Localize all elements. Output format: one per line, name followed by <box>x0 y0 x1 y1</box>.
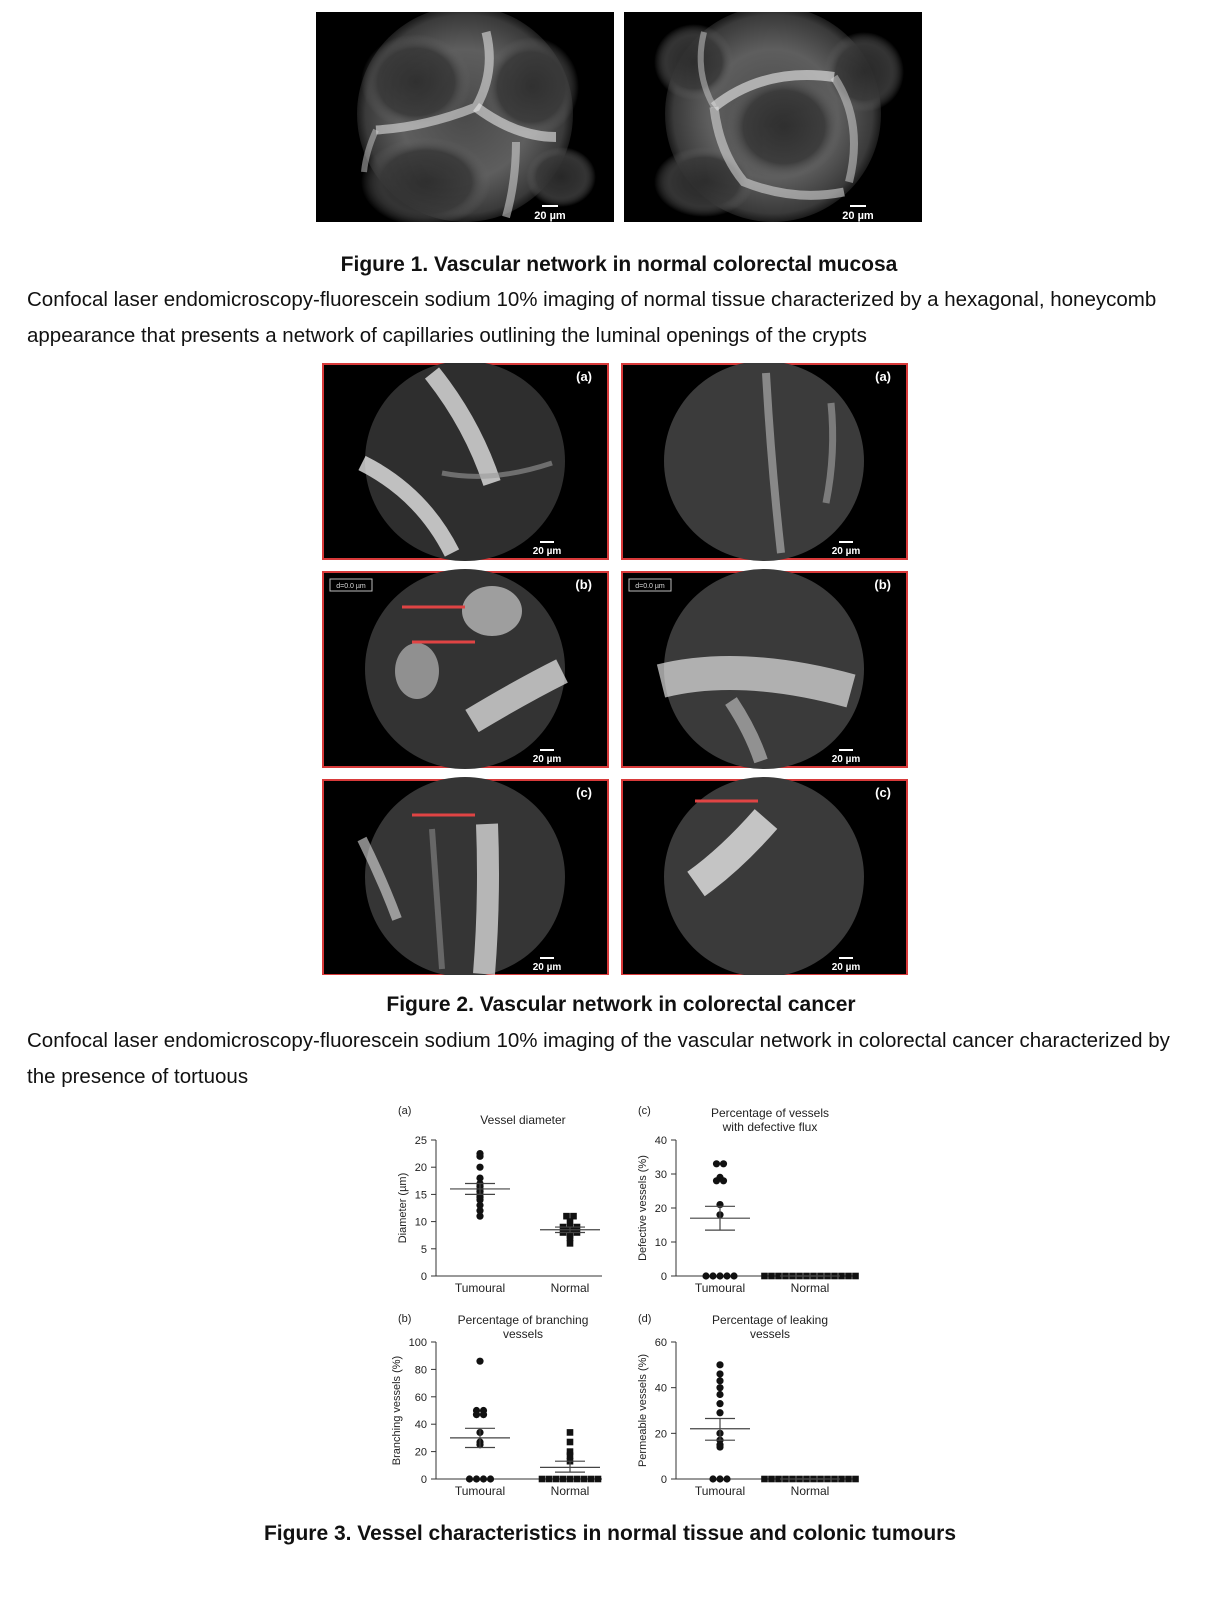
data-point <box>761 1273 768 1280</box>
chart-panel-label: (c) <box>638 1105 651 1117</box>
y-tick-label: 25 <box>414 1135 427 1147</box>
y-axis-label: Permeable vessels (%) <box>637 1353 649 1468</box>
panel-label: (c) <box>875 785 891 800</box>
data-point <box>702 1272 709 1279</box>
figure1-image-left <box>316 12 614 222</box>
depth-tag: d=0.0 µm <box>635 583 665 590</box>
data-point <box>546 1476 553 1483</box>
data-point <box>713 1177 720 1184</box>
data-point <box>768 1476 775 1483</box>
data-point <box>716 1443 723 1450</box>
data-point <box>761 1476 768 1483</box>
chart-title: Percentage of leaking <box>711 1313 829 1327</box>
data-point <box>709 1475 716 1482</box>
y-tick-label: 5 <box>420 1243 427 1256</box>
y-tick-label: 60 <box>654 1337 667 1349</box>
data-point <box>768 1273 775 1280</box>
data-point <box>723 1475 730 1482</box>
data-point <box>567 1240 574 1247</box>
data-point <box>588 1476 595 1483</box>
y-tick-label: 20 <box>654 1428 667 1441</box>
chart-title: vessels <box>749 1327 791 1341</box>
panel-label: (b) <box>575 577 592 592</box>
y-tick-label: 30 <box>654 1169 667 1181</box>
y-tick-label: 40 <box>654 1382 667 1395</box>
data-point <box>716 1400 723 1407</box>
y-axis-label: Diameter (µm) <box>397 1172 409 1244</box>
y-tick-label: 0 <box>420 1474 427 1486</box>
data-point <box>720 1177 727 1184</box>
data-point <box>480 1411 487 1418</box>
data-point <box>845 1476 852 1483</box>
data-point <box>581 1476 588 1483</box>
data-point <box>852 1476 859 1483</box>
figure1-image-right <box>624 12 922 222</box>
chart-panel-label: (b) <box>398 1313 412 1325</box>
data-point <box>713 1160 720 1167</box>
data-point <box>716 1377 723 1384</box>
data-point <box>716 1272 723 1279</box>
figure1-caption: Figure 1. Vascular network in normal colorectal mucosa <box>340 253 898 276</box>
scale-bar-label: 20 µm <box>532 546 562 557</box>
panel-label: (b) <box>874 577 891 592</box>
panel-label: (a) <box>576 369 592 384</box>
data-point <box>595 1476 602 1483</box>
chart-panel-label: (d) <box>638 1313 652 1325</box>
x-tick-label: Tumoural <box>694 1281 746 1295</box>
y-tick-label: 10 <box>654 1237 667 1249</box>
figure2-caption: Figure 2. Vascular network in colorectal cancer <box>386 993 856 1016</box>
scale-bar-label: 20 µm <box>532 962 562 973</box>
x-tick-label: Normal <box>790 1281 830 1295</box>
chart-panel-label: (a) <box>398 1105 412 1117</box>
y-tick-label: 10 <box>414 1216 427 1229</box>
data-point <box>723 1272 730 1279</box>
figure1-description: Confocal laser endomicroscopy-fluorescein sodium 10% imaging of normal tissue characterized by a hexagonal, honeycomb appearance that presents a network of capillaries outlining the luminal openings of the crypts <box>27 288 1157 347</box>
data-point <box>567 1439 574 1446</box>
x-tick-label: Tumoural <box>694 1484 746 1498</box>
x-tick-label: Tumoural <box>454 1484 506 1498</box>
figure2-grid <box>322 363 910 975</box>
data-point <box>473 1475 480 1482</box>
data-point <box>845 1273 852 1280</box>
figure3-chart-svg <box>370 1100 870 1505</box>
chart-title: vessels <box>502 1327 544 1341</box>
data-point <box>716 1384 723 1391</box>
data-point <box>539 1476 546 1483</box>
data-point <box>852 1273 859 1280</box>
data-point <box>487 1475 494 1482</box>
scale-bar-label: 20 µm <box>831 754 861 765</box>
data-point <box>730 1272 737 1279</box>
scale-bar-label: 20 µm <box>532 754 562 765</box>
figure3-caption: Figure 3. Vessel characteristics in normal tissue and colonic tumours <box>263 1522 957 1545</box>
y-tick-label: 0 <box>420 1271 427 1283</box>
scale-bar-label: 20 µm <box>534 210 566 222</box>
x-tick-label: Normal <box>790 1484 830 1498</box>
chart-title: Vessel diameter <box>480 1113 566 1127</box>
scale-bar-label: 20 µm <box>831 962 861 973</box>
data-point <box>716 1409 723 1416</box>
data-point <box>716 1370 723 1377</box>
data-point <box>709 1272 716 1279</box>
data-point <box>466 1475 473 1482</box>
data-point <box>476 1213 483 1220</box>
data-point <box>476 1153 483 1160</box>
chart-title: Percentage of vessels <box>710 1106 830 1120</box>
figure2-description: Confocal laser endomicroscopy-fluorescein sodium 10% imaging of the vascular network in colorectal cancer characterized by the presence of tortuous <box>27 1029 1170 1088</box>
data-point <box>473 1411 480 1418</box>
data-point <box>720 1160 727 1167</box>
y-axis-label: Defective vessels (%) <box>637 1155 649 1261</box>
y-tick-label: 0 <box>660 1474 667 1486</box>
data-point <box>716 1361 723 1368</box>
y-tick-label: 15 <box>414 1189 427 1202</box>
y-tick-label: 20 <box>654 1203 667 1215</box>
y-tick-label: 40 <box>414 1419 427 1432</box>
y-tick-label: 60 <box>414 1391 427 1404</box>
figure3-charts <box>370 1100 870 1505</box>
scale-bar-label: 20 µm <box>842 210 874 222</box>
data-point <box>574 1476 581 1483</box>
data-point <box>476 1164 483 1171</box>
x-tick-label: Normal <box>550 1281 590 1295</box>
data-point <box>716 1475 723 1482</box>
y-tick-label: 20 <box>414 1446 427 1459</box>
chart-title: Percentage of branching <box>457 1313 589 1327</box>
y-tick-label: 80 <box>414 1364 427 1377</box>
data-point <box>560 1476 567 1483</box>
y-tick-label: 0 <box>660 1271 667 1283</box>
x-tick-label: Normal <box>550 1484 590 1498</box>
y-tick-label: 40 <box>654 1135 667 1147</box>
chart-title: with defective flux <box>722 1120 818 1134</box>
data-point <box>567 1429 574 1436</box>
depth-tag: d=0.0 µm <box>336 583 366 590</box>
data-point <box>553 1476 560 1483</box>
y-tick-label: 20 <box>414 1162 427 1175</box>
scale-bar-label: 20 µm <box>831 546 861 557</box>
data-point <box>480 1475 487 1482</box>
panel-label: (a) <box>875 369 891 384</box>
y-axis-label: Branching vessels (%) <box>391 1355 403 1466</box>
x-tick-label: Tumoural <box>454 1281 506 1295</box>
data-point <box>716 1391 723 1398</box>
data-point <box>476 1358 483 1365</box>
data-point <box>567 1476 574 1483</box>
panel-label: (c) <box>576 785 592 800</box>
y-tick-label: 100 <box>408 1337 427 1349</box>
